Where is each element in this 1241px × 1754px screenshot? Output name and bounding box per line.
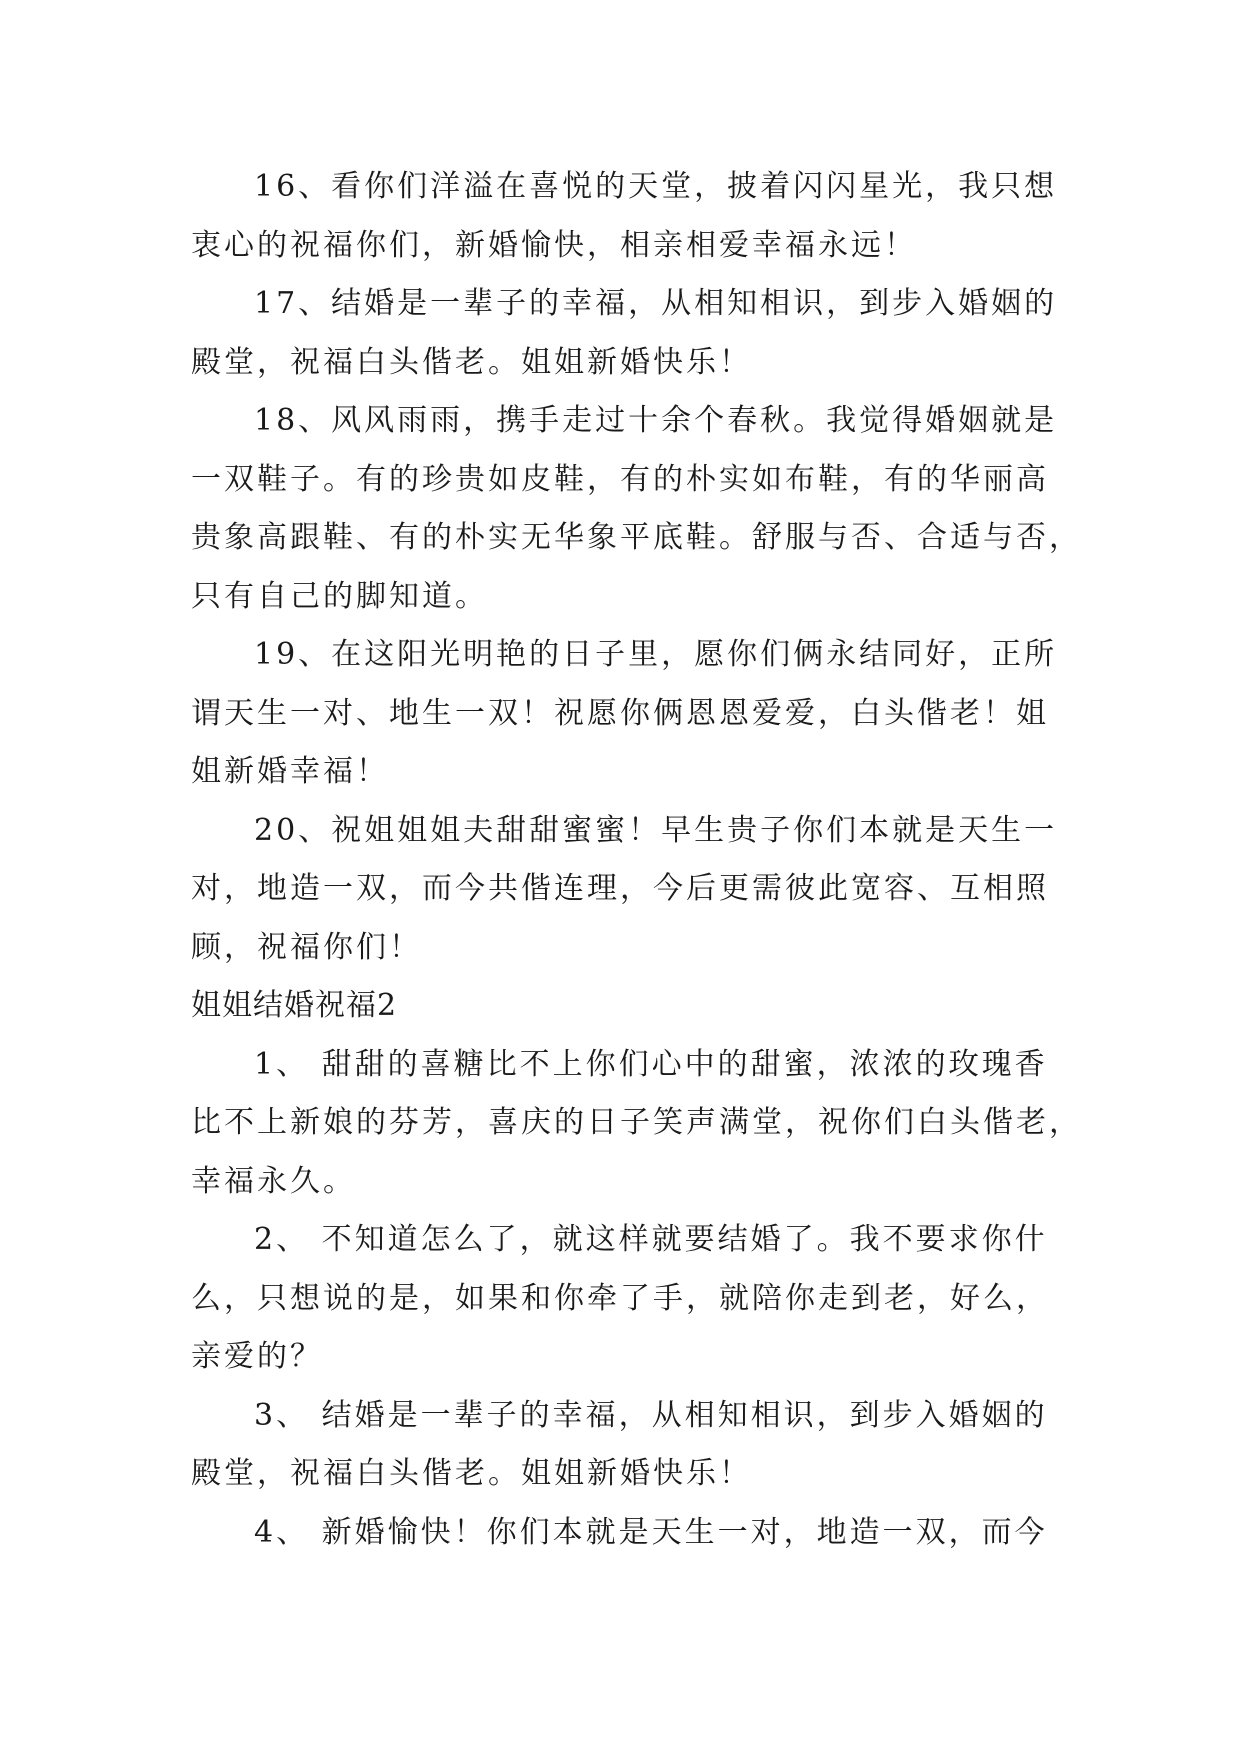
text-line: 殿堂，祝福白头偕老。姐姐新婚快乐！ (191, 1456, 752, 1491)
section-heading-text: 姐姐结婚祝福2 (191, 988, 398, 1023)
text-line: 贵象高跟鞋、有的朴实无华象平底鞋。舒服与否、合适与否， (191, 520, 1082, 555)
section-heading (191, 977, 1071, 1036)
text-line: 19、在这阳光明艳的日子里，愿你们俩永结同好，正所 (254, 637, 1058, 672)
wish-item-4 (191, 1504, 1071, 1563)
wish-item-1 (191, 1036, 1082, 1212)
text-line: 殿堂，祝福白头偕老。姐姐新婚快乐！ (191, 344, 752, 380)
text-line: 比不上新娘的芬芳，喜庆的日子笑声满堂，祝你们白头偕老， (191, 1105, 1082, 1140)
text-line: 幸福永久。 (191, 1163, 356, 1199)
text-line: 亲爱的？ (191, 1339, 323, 1374)
text-line: 只有自己的脚知道。 (191, 578, 488, 614)
text-line: 18、风风雨雨，携手走过十余个春秋。我觉得婚姻就是 (254, 403, 1058, 438)
text-line: 16、看你们洋溢在喜悦的天堂，披着闪闪星光，我只想 (254, 169, 1058, 204)
text-line: 2、 不知道怎么了，就这样就要结婚了。我不要求你什 (254, 1222, 1048, 1257)
text-line: 衷心的祝福你们，新婚愉快，相亲相爱幸福永远！ (191, 227, 917, 263)
wish-item-3 (191, 1387, 1071, 1504)
wish-item-20 (191, 802, 1071, 978)
text-line: 谓天生一对、地生一双！祝愿你俩恩恩爱爱，白头偕老！姐 (191, 695, 1049, 731)
wish-item-2 (191, 1211, 1071, 1387)
text-line: 4、 新婚愉快！你们本就是天生一对，地造一双，而今 (254, 1514, 1048, 1550)
text-line: 姐新婚幸福！ (191, 754, 389, 789)
wish-item-18 (191, 392, 1082, 626)
wish-item-19 (191, 626, 1071, 802)
text-line: 对，地造一双，而今共偕连理，今后更需彼此宽容、互相照 (191, 871, 1049, 906)
text-line: 1、 甜甜的喜糖比不上你们心中的甜蜜，浓浓的玫瑰香 (254, 1046, 1048, 1082)
text-line: 3、 结婚是一辈子的幸福，从相知相识，到步入婚姻的 (254, 1397, 1048, 1433)
text-line: 17、结婚是一辈子的幸福，从相知相识，到步入婚姻的 (254, 286, 1058, 321)
text-line: 么，只想说的是，如果和你牵了手，就陪你走到老，好么， (191, 1280, 1049, 1316)
text-line: 一双鞋子。有的珍贵如皮鞋，有的朴实如布鞋，有的华丽高 (191, 461, 1049, 497)
wish-item-17 (191, 275, 1071, 392)
document-body (191, 158, 1082, 1562)
wish-item-16 (191, 158, 1071, 275)
text-line: 20、祝姐姐姐夫甜甜蜜蜜！早生贵子你们本就是天生一 (254, 812, 1058, 848)
text-line: 顾，祝福你们！ (191, 929, 422, 965)
